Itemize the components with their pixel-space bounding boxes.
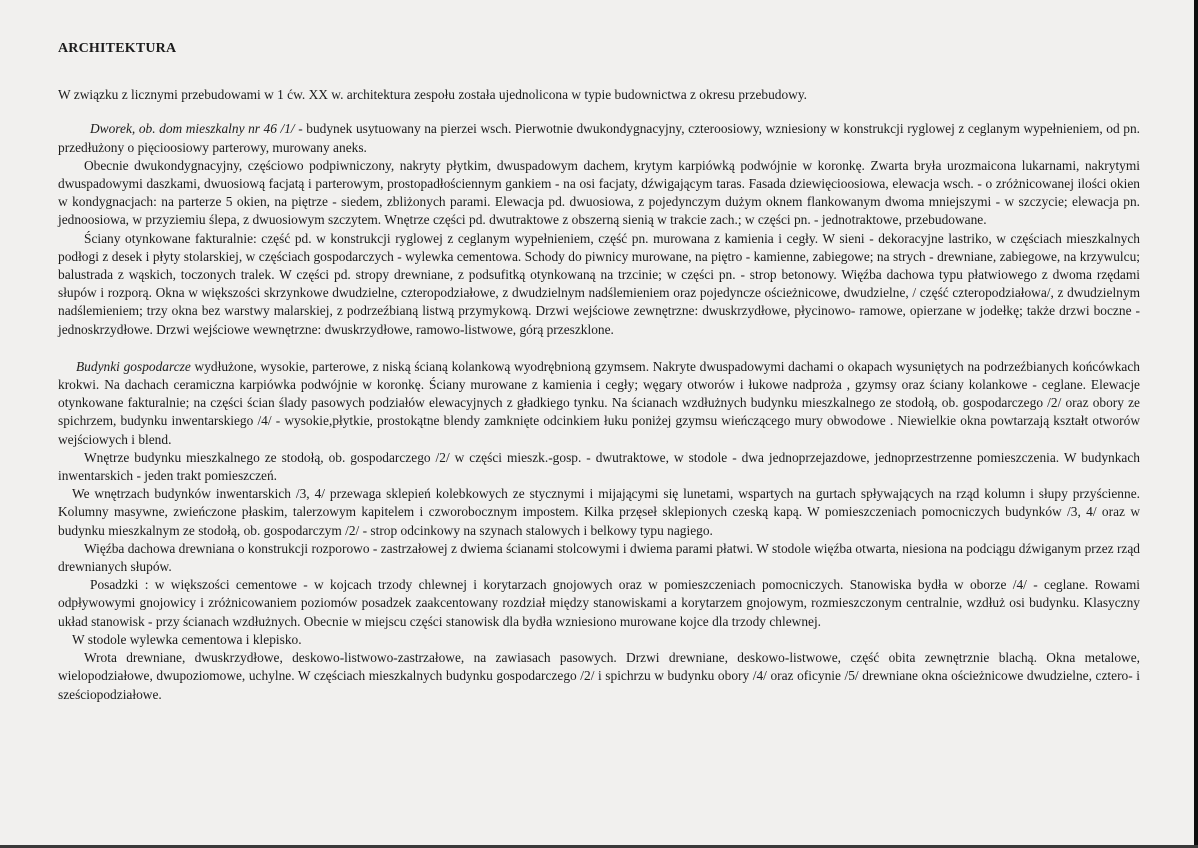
paragraph-wrota: Wrota drewniane, dwuskrzydłowe, deskowo-listwowo-zastrzałowe, na zawiasach pasowych. Drzwi drewniane, deskowo-listwowe, część obita zewnętrznie blachą. Okna metalowe, wielopodziałowe, dwupoziomowe, uchylne. W częściach mieszkalnych budynku gospodarczego /2/ i spichrzu w budynku obory /4/ oraz oficynie /5/ drewniane okna ościeżnicowe dwudzielne, cztero- i sześciopodziałowe. bbox=[58, 650, 1140, 702]
paragraph-budynki-gospodarcze bbox=[58, 358, 1140, 449]
scan-edge-right bbox=[1194, 0, 1198, 848]
paragraph-wiezba: Więźba dachowa drewniana o konstrukcji rozporowo - zastrzałowej z dwiema ścianami stolcowymi i dwiema parami płatwi. W stodole więźba otwarta, niesiona na podciągu dźwiganym przez rząd drewnianych słupów. bbox=[58, 540, 1140, 575]
dworek-heading: Dworek, ob. dom mieszkalny nr 46 /1/ - bbox=[90, 121, 303, 137]
paragraph-stodola: W stodole wylewka cementowa i klepisko. bbox=[72, 631, 302, 647]
dworek-text: budynek usytuowany na pierzei wsch. Pierwotnie dwukondygnacyjny, czteroosiowy, wzniesiony w konstrukcji ryglowej z ceglanym wypełnieniem, od pn. przedłużony o pięcioosiowy parterowy, murowany aneks. bbox=[58, 121, 1140, 155]
intro-paragraph: W związku z licznymi przebudowami w 1 ćw. XX w. architektura zespołu została ujednolicona w typie budownictwa z okresu przebudowy. bbox=[58, 87, 808, 103]
section-title: ARCHITEKTURA bbox=[58, 41, 177, 56]
paragraph-gap bbox=[58, 339, 1140, 358]
paragraph-sciany: Ściany otynkowane fakturalnie: część pd. w konstrukcji ryglowej z ceglanym wypełnieniem, część pn. murowana z kamienia i cegły. W sieni - dekoracyjne lastriko, w częściach mieszkalnych podłogi z desek i płyty stolarskiej, w częściach gospodarczych - wylewka cementowa. Schody do piwnicy murowane, na piętro - kamienne, zabiegowe; na strych - drewniane, zabiegowe, na krzywulcu; balustrada z wąskich, toczonych tralek. W części pd. stropy drewniane, z podsufitką otynkowaną na trzcinie; w części pn. - strop betonowy. Więźba dachowa typu płatwiowego z dwoma rzędami słupów i rozporą. Okna w większości skrzynkowe dwudzielne, czteropodziałowe, z dwudzielnym nadślemieniem oraz pojedyncze ościeżnicowe, dwudzielne, / część czteropodziałowa/, z dwudzielnym nadślemieniem; trzy okna bez warstwy malarskiej, z podrzeźbianą listwą przymykową. Drzwi wejściowe zewnętrzne: dwuskrzydłowe, płycinowo- ramowe, opierzane w jodełkę; także drzwi boczne - jednoskrzydłowe. Drzwi wejściowe wewnętrzne: dwuskrzydłowe, ramowo-listwowe, górą przeszklone. bbox=[58, 230, 1140, 337]
paragraph-bryla: Obecnie dwukondygnacyjny, częściowo podpiwniczony, nakryty płytkim, dwuspadowym dachem, krytym karpiówką podwójnie w koronkę. Zwarta bryła urozmaicona lukarnami, nakrytymi dwuspadowymi daszkami, dwuosiową facjatą i parterowym, prostopadłościennym gankiem - na osi facjaty, dźwigającym taras. Fasada dziewięcioosiowa, elewacja wsch. - o zróżnicowanej ilości okien w kondygnacjach: na parterze 5 okien, na piętrze - siedem, zbliżonych parami. Elewacja pd. dwuosiowa, z pojedynczym dużym oknem flankowanym dwoma mniejszymi - w szczycie; elewacja pn. jednoosiowa, w przyziemiu ślepa, z dwuosiowym szczytem. Wnętrze części pd. dwutraktowe z obszerną sienią w trakcie zach.; w części pn. - jednotraktowe, przebudowane. bbox=[58, 157, 1140, 228]
budynki-heading: Budynki gospodarcze bbox=[76, 358, 191, 374]
budynki-text: wydłużone, wysokie, parterowe, z niską ścianą kolankową wyodrębnioną gzymsem. Nakryte dwuspadowymi dachami o okapach wysuniętych na podrzeźbianych końcówkach krokwi. Na dachach ceramiczna karpiówka podwójnie w koronkę. Ściany murowane z kamienia i cegły; węgary otworów i łukowe nadproża , gzymsy oraz ściany kolankowe - ceglane. Elewacje otynkowane fakturalnie; na części ścian ślady pasowych podziałów elewacyjnych z gładkiego tynku. Na ścianach wzdłużnych budynku mieszkalnego ze stodołą, ob. gospodarczego /2/ oraz obory ze spichrzem, budynku inwentarskiego /4/ - wysokie,płytkie, prostokątne blendy zamknięte odcinkiem łuku poniżej gzymsu wieńczącego mury obwodowe . Niewielkie okna powtarzają kształt otworów wejściowych i blend. bbox=[58, 358, 1141, 447]
document-page bbox=[58, 40, 1140, 704]
paragraph-dworek bbox=[58, 120, 1140, 156]
paragraph-sklepienia: We wnętrzach budynków inwentarskich /3, 4/ przewaga sklepień kolebkowych ze stycznymi i mijającymi się lunetami, wspartych na gurtach spływających na rząd kolumn i słupy przyścienne. Kolumny masywne, zwieńczone płaskim, talerzowym kapitelem i czworobocznym impostem. Kilka przęseł sklepionych czeską kapą. W pomieszczeniach pomocniczych budynków /3, 4/ oraz w budynku mieszkalnym ze stodołą, ob. gospodarczym /2/ - strop odcinkowy na szynach stalowych i belkowy typu nagiego. bbox=[58, 486, 1140, 538]
paragraph-wnetrze: Wnętrze budynku mieszkalnego ze stodołą, ob. gospodarczego /2/ w części mieszk.-gosp. - dwutraktowe, w stodole - dwa jednoprzejazdowe, jednoprzestrzenne pomieszczenia. W budynkach inwentarskich - jeden trakt pomieszczeń. bbox=[58, 449, 1140, 484]
paragraph-posadzki: Posadzki : w większości cementowe - w kojcach trzody chlewnej i korytarzach gnojowych oraz w pomieszczeniach pomocniczych. Stanowiska bydła w oborze /4/ - ceglane. Rowami odpływowymi gnojowicy i zróżnicowaniem poziomów posadzek zaakcentowany rozdział między stanowiskami a korytarzem gnojowym, rozmieszczonym centralnie, wzdłuż osi budynku. Klasyczny układ stanowisk - przy ścianach wzdłużnych. Obecnie w miejscu części stanowisk dla bydła wzniesiono murowane kojce dla trzody chlewnej. bbox=[58, 577, 1140, 629]
